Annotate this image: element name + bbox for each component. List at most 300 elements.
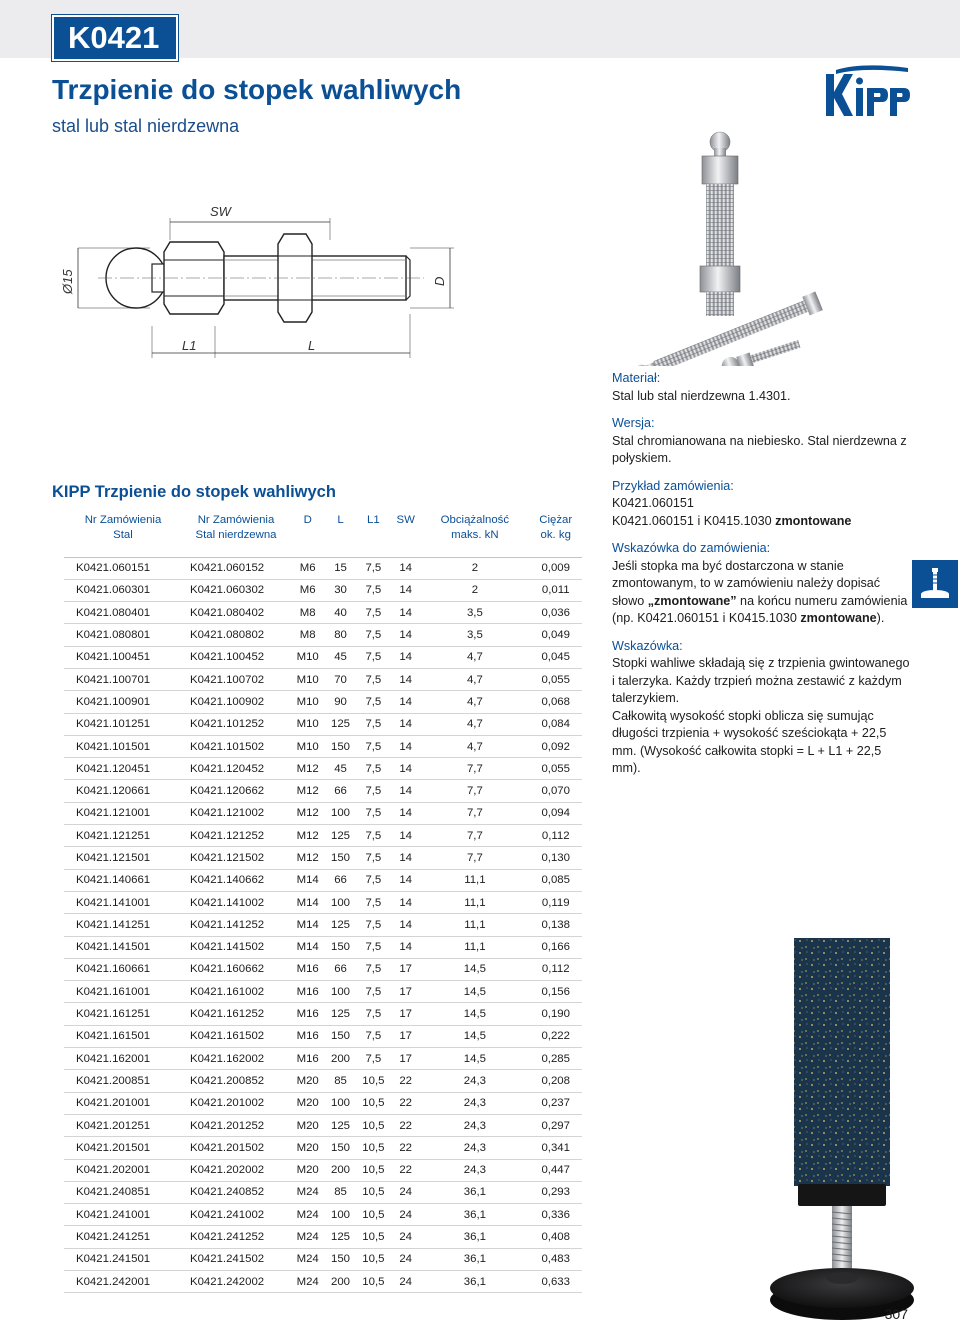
- order-example-line2-bold: zmontowane: [775, 513, 852, 528]
- table-header-row: [64, 513, 582, 557]
- column-header: [356, 513, 391, 557]
- table-cell: K0421.240852: [182, 1181, 290, 1203]
- table-cell: 7,5: [356, 981, 391, 1003]
- table-title: KIPP Trzpienie do stopek wahliwych: [52, 483, 336, 501]
- table-row: [64, 981, 582, 1003]
- table-cell: 150: [325, 936, 355, 958]
- table-row: [64, 1114, 582, 1136]
- dim-sw-label: SW: [210, 204, 231, 219]
- column-header: [420, 513, 529, 557]
- table-cell: 11,1: [420, 936, 529, 958]
- table-cell: 4,7: [420, 691, 529, 713]
- table-cell: K0421.100452: [182, 646, 290, 668]
- table-cell: 0,633: [529, 1271, 582, 1293]
- table-cell: 14: [391, 579, 420, 601]
- table-cell: 0,070: [529, 780, 582, 802]
- table-row: [64, 1025, 582, 1047]
- table-cell: 7,5: [356, 914, 391, 936]
- table-cell: K0421.100451: [64, 646, 182, 668]
- table-cell: 14: [391, 668, 420, 690]
- table-cell: 85: [325, 1181, 355, 1203]
- order-hint-part2: na końcu numeru zamówienia (np. K0421.060151 i K0415.1030: [612, 593, 908, 625]
- table-cell: K0421.101251: [64, 713, 182, 735]
- table-cell: 14: [391, 914, 420, 936]
- table-cell: K0421.141501: [64, 936, 182, 958]
- table-cell: M16: [290, 958, 325, 980]
- kipp-logo: [822, 60, 912, 124]
- table-cell: 0,297: [529, 1114, 582, 1136]
- table-cell: K0421.121002: [182, 802, 290, 824]
- table-row: [64, 624, 582, 646]
- table-row: [64, 713, 582, 735]
- table-cell: K0421.121001: [64, 802, 182, 824]
- product-code-badge: K0421: [52, 15, 178, 61]
- table-cell: K0421.161501: [64, 1025, 182, 1047]
- table-cell: 22: [391, 1070, 420, 1092]
- table-cell: K0421.120661: [64, 780, 182, 802]
- table-cell: K0421.161252: [182, 1003, 290, 1025]
- column-header-line: Stal nierdzewna: [195, 529, 277, 541]
- table-cell: K0421.201501: [64, 1137, 182, 1159]
- table-cell: K0421.241002: [182, 1204, 290, 1226]
- table-row: [64, 758, 582, 780]
- table-row: [64, 579, 582, 601]
- table-cell: 0,009: [529, 557, 582, 579]
- page-number: 307: [884, 1306, 908, 1322]
- technical-drawing: [40, 196, 490, 366]
- table-cell: M10: [290, 713, 325, 735]
- table-cell: 4,7: [420, 668, 529, 690]
- table-row: [64, 1092, 582, 1114]
- table-cell: M14: [290, 869, 325, 891]
- table-cell: K0421.101502: [182, 735, 290, 757]
- table-cell: M24: [290, 1271, 325, 1293]
- table-cell: 7,5: [356, 780, 391, 802]
- table-cell: 14: [391, 936, 420, 958]
- table-cell: 200: [325, 1048, 355, 1070]
- material-text: Stal lub stal nierdzewna 1.4301.: [612, 388, 791, 403]
- table-cell: 36,1: [420, 1204, 529, 1226]
- column-header-line: Stal: [113, 529, 133, 541]
- table-cell: 17: [391, 1048, 420, 1070]
- table-cell: 7,7: [420, 780, 529, 802]
- column-header: [529, 513, 582, 557]
- table-cell: K0421.160661: [64, 958, 182, 980]
- table-row: [64, 668, 582, 690]
- table-cell: 14: [391, 713, 420, 735]
- table-cell: 24: [391, 1226, 420, 1248]
- table-cell: M20: [290, 1159, 325, 1181]
- order-example-line2: [612, 513, 912, 531]
- table-row: [64, 780, 582, 802]
- table-cell: K0421.201251: [64, 1114, 182, 1136]
- table-cell: 0,341: [529, 1137, 582, 1159]
- table-cell: 36,1: [420, 1181, 529, 1203]
- table-cell: 125: [325, 1114, 355, 1136]
- table-cell: 125: [325, 1226, 355, 1248]
- table-cell: 100: [325, 1092, 355, 1114]
- table-cell: 14,5: [420, 1048, 529, 1070]
- table-cell: K0421.161251: [64, 1003, 182, 1025]
- table-cell: 125: [325, 914, 355, 936]
- dim-d-label: D: [432, 276, 447, 286]
- table-cell: 0,166: [529, 936, 582, 958]
- table-cell: 150: [325, 1025, 355, 1047]
- table-cell: 30: [325, 579, 355, 601]
- version-section: [612, 415, 912, 468]
- table-cell: M12: [290, 780, 325, 802]
- table-cell: 0,130: [529, 847, 582, 869]
- table-cell: 14,5: [420, 981, 529, 1003]
- table-cell: 10,5: [356, 1204, 391, 1226]
- table-cell: K0421.100702: [182, 668, 290, 690]
- table-cell: M6: [290, 557, 325, 579]
- table-cell: K0421.060301: [64, 579, 182, 601]
- table-cell: K0421.121252: [182, 825, 290, 847]
- table-cell: M12: [290, 802, 325, 824]
- order-hint-part3: ).: [876, 611, 885, 625]
- table-cell: 3,5: [420, 624, 529, 646]
- column-header-line: D: [303, 514, 312, 526]
- table-cell: K0421.162001: [64, 1048, 182, 1070]
- table-cell: K0421.162002: [182, 1048, 290, 1070]
- table-cell: M24: [290, 1181, 325, 1203]
- table-cell: 10,5: [356, 1070, 391, 1092]
- table-cell: K0421.161502: [182, 1025, 290, 1047]
- table-cell: 0,049: [529, 624, 582, 646]
- table-row: [64, 557, 582, 579]
- table-cell: 14: [391, 602, 420, 624]
- table-cell: K0421.141252: [182, 914, 290, 936]
- table-row: [64, 869, 582, 891]
- table-cell: 150: [325, 847, 355, 869]
- table-cell: M16: [290, 1003, 325, 1025]
- table-cell: 0,138: [529, 914, 582, 936]
- table-cell: 10,5: [356, 1226, 391, 1248]
- table-row: [64, 825, 582, 847]
- hint-label: Wskazówka:: [612, 638, 683, 653]
- hint-text-2: Całkowitą wysokość stopki oblicza się sumując długości trzpienia + wysokość sześciokąta + 22,5 mm. (Wysokość całkowita stopki = L + L1 + 22,5 mm).: [612, 708, 887, 775]
- table-cell: 22: [391, 1137, 420, 1159]
- table-cell: M24: [290, 1204, 325, 1226]
- table-cell: 24,3: [420, 1092, 529, 1114]
- parts-table: [64, 513, 582, 1293]
- hint-text-1: Stopki wahliwe składają się z trzpienia gwintowanego i talerzyka. Każdy trzpień można zestawić z każdym talerzykiem.: [612, 656, 910, 705]
- table-cell: M10: [290, 668, 325, 690]
- table-cell: K0421.241502: [182, 1248, 290, 1270]
- table-cell: M12: [290, 758, 325, 780]
- table-cell: 7,5: [356, 1025, 391, 1047]
- table-cell: 4,7: [420, 646, 529, 668]
- table-cell: 17: [391, 1025, 420, 1047]
- table-cell: 100: [325, 891, 355, 913]
- table-row: [64, 1204, 582, 1226]
- table-cell: 0,336: [529, 1204, 582, 1226]
- table-cell: 24,3: [420, 1159, 529, 1181]
- table-cell: 100: [325, 802, 355, 824]
- assembly-icon: [912, 560, 958, 608]
- table-cell: M16: [290, 981, 325, 1003]
- info-sidebar: [612, 370, 912, 788]
- table-cell: 7,5: [356, 602, 391, 624]
- table-cell: 3,5: [420, 602, 529, 624]
- table-row: [64, 646, 582, 668]
- table-cell: 24: [391, 1271, 420, 1293]
- order-hint-section: [612, 540, 912, 628]
- table-cell: 24,3: [420, 1070, 529, 1092]
- table-cell: 7,7: [420, 847, 529, 869]
- table-cell: K0421.161001: [64, 981, 182, 1003]
- table-cell: 17: [391, 958, 420, 980]
- table-cell: K0421.080401: [64, 602, 182, 624]
- order-hint-bold2: zmontowane: [800, 611, 877, 625]
- table-row: [64, 914, 582, 936]
- table-row: [64, 1248, 582, 1270]
- table-cell: 125: [325, 713, 355, 735]
- table-cell: M14: [290, 914, 325, 936]
- table-cell: 0,190: [529, 1003, 582, 1025]
- column-header-line: Nr Zamówienia: [197, 514, 275, 526]
- order-example-section: [612, 478, 912, 531]
- table-cell: 150: [325, 735, 355, 757]
- table-cell: K0421.200852: [182, 1070, 290, 1092]
- table-cell: K0421.100701: [64, 668, 182, 690]
- table-cell: 22: [391, 1114, 420, 1136]
- table-row: [64, 691, 582, 713]
- table-cell: 24,3: [420, 1114, 529, 1136]
- table-cell: 14: [391, 646, 420, 668]
- table-cell: K0421.060151: [64, 557, 182, 579]
- order-hint-part1: Jeśli stopka ma być dostarczona w stanie zmontowanym, to w zamówieniu należy dopisać słowo: [612, 558, 881, 608]
- table-cell: 200: [325, 1271, 355, 1293]
- table-cell: M24: [290, 1226, 325, 1248]
- table-cell: 14,5: [420, 1003, 529, 1025]
- table-cell: K0421.120662: [182, 780, 290, 802]
- table-cell: K0421.202002: [182, 1159, 290, 1181]
- table-cell: M16: [290, 1025, 325, 1047]
- table-cell: M14: [290, 936, 325, 958]
- table-cell: 7,5: [356, 713, 391, 735]
- table-cell: 14: [391, 691, 420, 713]
- table-cell: 0,112: [529, 825, 582, 847]
- table-cell: M10: [290, 646, 325, 668]
- table-cell: 7,5: [356, 668, 391, 690]
- table-cell: 10,5: [356, 1181, 391, 1203]
- table-row: [64, 847, 582, 869]
- table-cell: 11,1: [420, 891, 529, 913]
- table-cell: 125: [325, 825, 355, 847]
- table-cell: 2: [420, 579, 529, 601]
- column-header-line: maks. kN: [451, 529, 499, 541]
- table-cell: M20: [290, 1114, 325, 1136]
- table-cell: M20: [290, 1070, 325, 1092]
- table-cell: 14: [391, 891, 420, 913]
- table-cell: 14: [391, 557, 420, 579]
- table-body: [64, 557, 582, 1293]
- table-cell: 4,7: [420, 713, 529, 735]
- table-cell: 14: [391, 825, 420, 847]
- table-cell: 7,5: [356, 936, 391, 958]
- table-cell: K0421.140662: [182, 869, 290, 891]
- table-cell: 11,1: [420, 914, 529, 936]
- table-cell: M10: [290, 691, 325, 713]
- table-cell: 100: [325, 1204, 355, 1226]
- order-example-line2-text: K0421.060151 i K0415.1030: [612, 513, 776, 528]
- table-cell: 45: [325, 646, 355, 668]
- table-cell: 0,084: [529, 713, 582, 735]
- table-row: [64, 602, 582, 624]
- table-cell: 7,5: [356, 847, 391, 869]
- table-cell: K0421.141502: [182, 936, 290, 958]
- table-cell: 7,5: [356, 758, 391, 780]
- table-cell: 14: [391, 847, 420, 869]
- table-cell: K0421.242001: [64, 1271, 182, 1293]
- table-row: [64, 1070, 582, 1092]
- table-cell: 0,045: [529, 646, 582, 668]
- table-cell: 10,5: [356, 1092, 391, 1114]
- table-cell: 14: [391, 735, 420, 757]
- column-header: [182, 513, 290, 557]
- table-cell: 7,5: [356, 825, 391, 847]
- table-cell: K0421.242002: [182, 1271, 290, 1293]
- table-cell: 0,293: [529, 1181, 582, 1203]
- table-cell: 100: [325, 981, 355, 1003]
- table-cell: 0,483: [529, 1248, 582, 1270]
- table-row: [64, 891, 582, 913]
- table-cell: 7,5: [356, 646, 391, 668]
- table-cell: K0421.080801: [64, 624, 182, 646]
- column-header-line: ok. kg: [540, 529, 571, 541]
- table-cell: 7,7: [420, 825, 529, 847]
- table-cell: 7,7: [420, 758, 529, 780]
- table-cell: K0421.100901: [64, 691, 182, 713]
- table-cell: 0,119: [529, 891, 582, 913]
- table-cell: 7,5: [356, 557, 391, 579]
- table-cell: K0421.060152: [182, 557, 290, 579]
- table-row: [64, 1159, 582, 1181]
- column-header-line: SW: [396, 514, 415, 526]
- table-row: [64, 1226, 582, 1248]
- material-label: Materiał:: [612, 371, 661, 385]
- table-cell: K0421.120451: [64, 758, 182, 780]
- table-cell: 14: [391, 758, 420, 780]
- column-header-line: Ciężar: [539, 514, 573, 526]
- table-row: [64, 1271, 582, 1293]
- table-row: [64, 802, 582, 824]
- table-cell: 24,3: [420, 1137, 529, 1159]
- table-cell: 200: [325, 1159, 355, 1181]
- table-cell: 4,7: [420, 735, 529, 757]
- table-cell: M6: [290, 579, 325, 601]
- column-header: [325, 513, 355, 557]
- table-cell: 0,055: [529, 668, 582, 690]
- table-row: [64, 958, 582, 980]
- column-header-line: L1: [367, 514, 380, 526]
- table-cell: 2: [420, 557, 529, 579]
- table-row: [64, 1048, 582, 1070]
- table-cell: 24: [391, 1248, 420, 1270]
- table-cell: K0421.241001: [64, 1204, 182, 1226]
- table-cell: M10: [290, 735, 325, 757]
- table-cell: M8: [290, 602, 325, 624]
- table-cell: 10,5: [356, 1137, 391, 1159]
- table-cell: 17: [391, 981, 420, 1003]
- table-cell: 66: [325, 780, 355, 802]
- table-cell: K0421.121502: [182, 847, 290, 869]
- table-cell: 0,094: [529, 802, 582, 824]
- table-cell: 10,5: [356, 1114, 391, 1136]
- column-header: [391, 513, 420, 557]
- table-cell: 10,5: [356, 1271, 391, 1293]
- table-cell: 80: [325, 624, 355, 646]
- table-cell: 14: [391, 869, 420, 891]
- table-cell: M20: [290, 1092, 325, 1114]
- table-cell: 0,237: [529, 1092, 582, 1114]
- table-cell: 45: [325, 758, 355, 780]
- table-cell: 0,068: [529, 691, 582, 713]
- table-cell: 14: [391, 802, 420, 824]
- table-cell: K0421.121501: [64, 847, 182, 869]
- table-cell: 40: [325, 602, 355, 624]
- table-cell: K0421.080402: [182, 602, 290, 624]
- table-row: [64, 1181, 582, 1203]
- table-cell: 0,408: [529, 1226, 582, 1248]
- table-cell: 125: [325, 1003, 355, 1025]
- table-cell: 7,5: [356, 1048, 391, 1070]
- page-subtitle: stal lub stal nierdzewna: [52, 116, 240, 136]
- column-header-line: Obciążalność: [440, 514, 510, 526]
- material-section: [612, 370, 912, 405]
- table-cell: 0,085: [529, 869, 582, 891]
- table-cell: 66: [325, 958, 355, 980]
- table-cell: 7,5: [356, 1003, 391, 1025]
- table-cell: M8: [290, 624, 325, 646]
- table-cell: K0421.241501: [64, 1248, 182, 1270]
- table-cell: K0421.201252: [182, 1114, 290, 1136]
- table-cell: 36,1: [420, 1226, 529, 1248]
- table-cell: K0421.241252: [182, 1226, 290, 1248]
- order-example-label: Przykład zamówienia:: [612, 478, 734, 493]
- table-row: [64, 735, 582, 757]
- table-cell: 7,5: [356, 869, 391, 891]
- version-text: Stal chromianowana na niebiesko. Stal nierdzewna z połyskiem.: [612, 433, 907, 465]
- table-cell: 0,156: [529, 981, 582, 1003]
- table-cell: 36,1: [420, 1271, 529, 1293]
- column-header: [64, 513, 182, 557]
- table-row: [64, 1137, 582, 1159]
- table-cell: K0421.140661: [64, 869, 182, 891]
- version-label: Wersja:: [612, 416, 655, 430]
- table-cell: 14,5: [420, 958, 529, 980]
- order-hint-bold1: „zmontowane”: [647, 593, 737, 608]
- product-photo-foot: [762, 938, 922, 1322]
- table-cell: 85: [325, 1070, 355, 1092]
- table-cell: K0421.202001: [64, 1159, 182, 1181]
- dim-l1-label: L1: [182, 338, 197, 353]
- table-cell: 10,5: [356, 1248, 391, 1270]
- table-cell: K0421.101252: [182, 713, 290, 735]
- table-cell: K0421.141001: [64, 891, 182, 913]
- table-cell: K0421.080802: [182, 624, 290, 646]
- table-cell: 14: [391, 624, 420, 646]
- table-cell: 22: [391, 1092, 420, 1114]
- hint-section: [612, 638, 912, 778]
- table-cell: 70: [325, 668, 355, 690]
- page-title: Trzpienie do stopek wahliwych: [52, 74, 462, 105]
- table-cell: 0,208: [529, 1070, 582, 1092]
- table-cell: 17: [391, 1003, 420, 1025]
- table-cell: K0421.100902: [182, 691, 290, 713]
